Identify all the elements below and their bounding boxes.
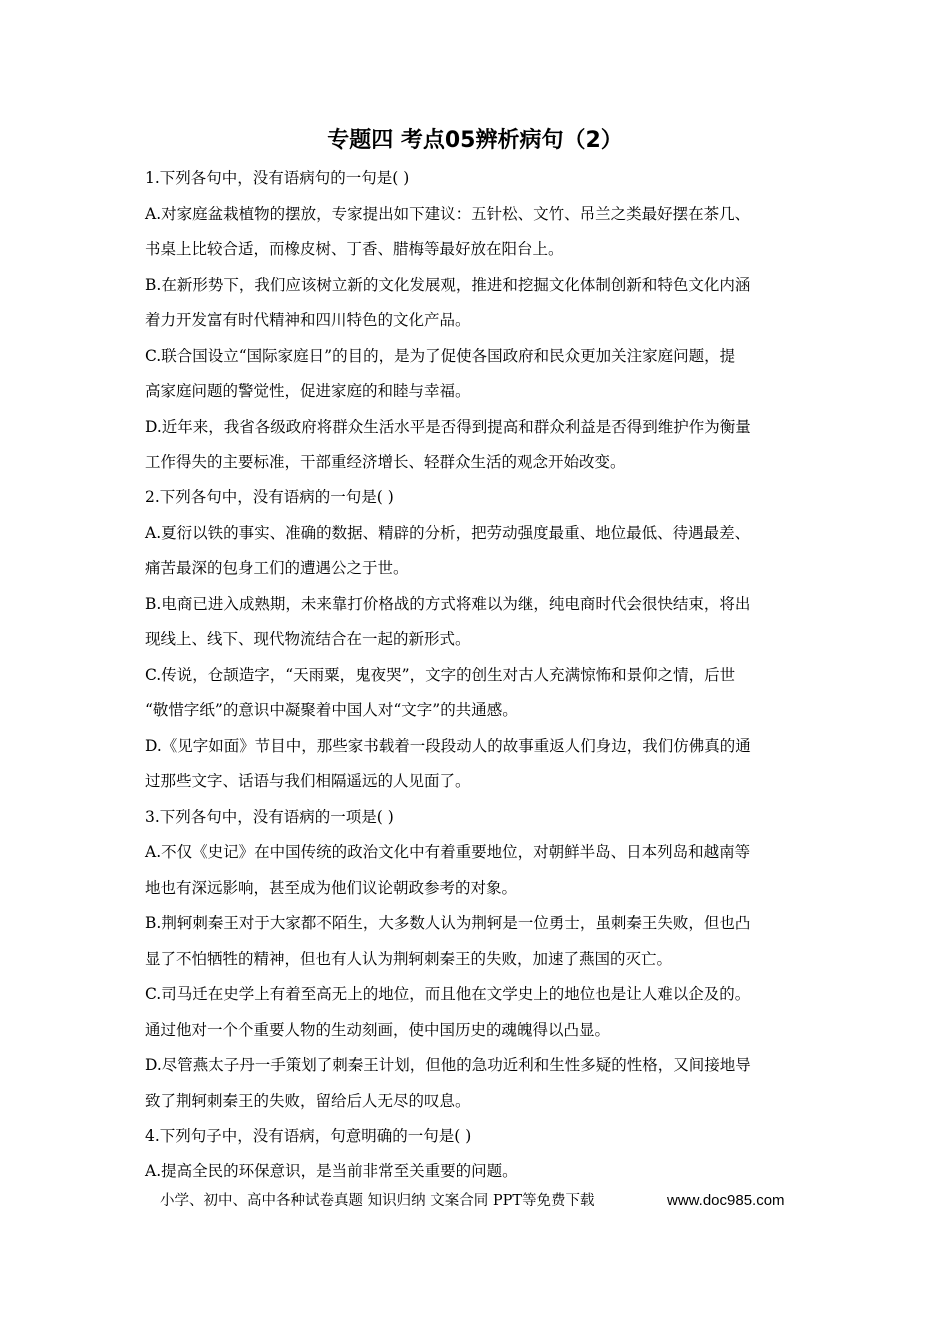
text-line: 现线上、线下、现代物流结合在一起的新形式。 bbox=[145, 630, 471, 648]
text-line: 3.下列各句中，没有语病的一项是( ) bbox=[145, 808, 394, 826]
text-line: 高家庭问题的警觉性，促进家庭的和睦与幸福。 bbox=[145, 382, 471, 400]
text-line: A.不仅《史记》在中国传统的政治文化中有着重要地位，对朝鲜半岛、日本列岛和越南等 bbox=[145, 843, 751, 861]
text-line: 痛苦最深的包身工们的遭遇公之于世。 bbox=[145, 559, 409, 577]
text-line: 书桌上比较合适，而橡皮树、丁香、腊梅等最好放在阳台上。 bbox=[145, 240, 564, 258]
text-line: D.《见字如面》节目中，那些家书载着一段段动人的故事重返人们身边，我们仿佛真的通 bbox=[145, 737, 751, 755]
footer-site: www.doc985.com bbox=[667, 1192, 785, 1209]
text-line: 过那些文字、话语与我们相隔遥远的人见面了。 bbox=[145, 772, 471, 790]
text-line: D.近年来，我省各级政府将群众生活水平是否得到提高和群众利益是否得到维护作为衡量 bbox=[145, 418, 751, 436]
text-line: C.司马迁在史学上有着至高无上的地位，而且他在文学史上的地位也是让人难以企及的。 bbox=[145, 985, 751, 1003]
page-footer bbox=[160, 1190, 800, 1212]
text-line: 1.下列各句中，没有语病句的一句是( ) bbox=[145, 169, 410, 187]
text-line: 4.下列句子中，没有语病，句意明确的一句是( ) bbox=[145, 1127, 472, 1145]
text-line: 致了荆轲刺秦王的失败，留给后人无尽的叹息。 bbox=[145, 1092, 471, 1110]
text-line: 通过他对一个个重要人物的生动刻画，使中国历史的魂魄得以凸显。 bbox=[145, 1021, 611, 1039]
text-line: B.荆轲刺秦王对于大家都不陌生，大多数人认为荆轲是一位勇士，虽刺秦王失败，但也凸 bbox=[145, 914, 751, 932]
text-line: C.传说，仓颉造字，“天雨粟，鬼夜哭”，文字的创生对古人充满惊怖和景仰之情，后世 bbox=[145, 666, 736, 684]
text-line: A.提高全民的环保意识，是当前非常至关重要的问题。 bbox=[145, 1162, 518, 1180]
footer-text: 小学、初中、高中各种试卷真题 知识归纳 文案合同 PPT等免费下载 bbox=[160, 1193, 595, 1209]
text-line: C.联合国设立“国际家庭日”的目的，是为了促使各国政府和民众更加关注家庭问题，提 bbox=[145, 347, 736, 365]
text-line: 着力开发富有时代精神和四川特色的文化产品。 bbox=[145, 311, 471, 329]
text-line: 2.下列各句中，没有语病的一句是( ) bbox=[145, 488, 394, 506]
text-line: B.电商已进入成熟期，未来靠打价格战的方式将难以为继，纯电商时代会很快结束，将出 bbox=[145, 595, 751, 613]
text-line: 工作得失的主要标准，干部重经济增长、轻群众生活的观念开始改变。 bbox=[145, 453, 626, 471]
text-line: B.在新形势下，我们应该树立新的文化发展观，推进和挖掘文化体制创新和特色文化内涵 bbox=[145, 276, 751, 294]
text-line: A.夏衍以铁的事实、准确的数据、精辟的分析，把劳动强度最重、地位最低、待遇最差、 bbox=[145, 524, 751, 542]
text-line: D.尽管燕太子丹一手策划了刺秦王计划，但他的急功近利和生性多疑的性格，又间接地导 bbox=[145, 1056, 751, 1074]
page-title: 专题四 考点05辨析病句（2） bbox=[327, 128, 623, 153]
text-line: A.对家庭盆栽植物的摆放，专家提出如下建议：五针松、文竹、吊兰之类最好摆在茶几、 bbox=[145, 205, 751, 223]
text-line: 显了不怕牺牲的精神，但也有人认为荆轲刺秦王的失败，加速了燕国的灭亡。 bbox=[145, 950, 673, 968]
text-line: 地也有深远影响，甚至成为他们议论朝政参考的对象。 bbox=[145, 879, 518, 897]
text-line: “敬惜字纸”的意识中凝聚着中国人对“文字”的共通感。 bbox=[145, 701, 518, 719]
